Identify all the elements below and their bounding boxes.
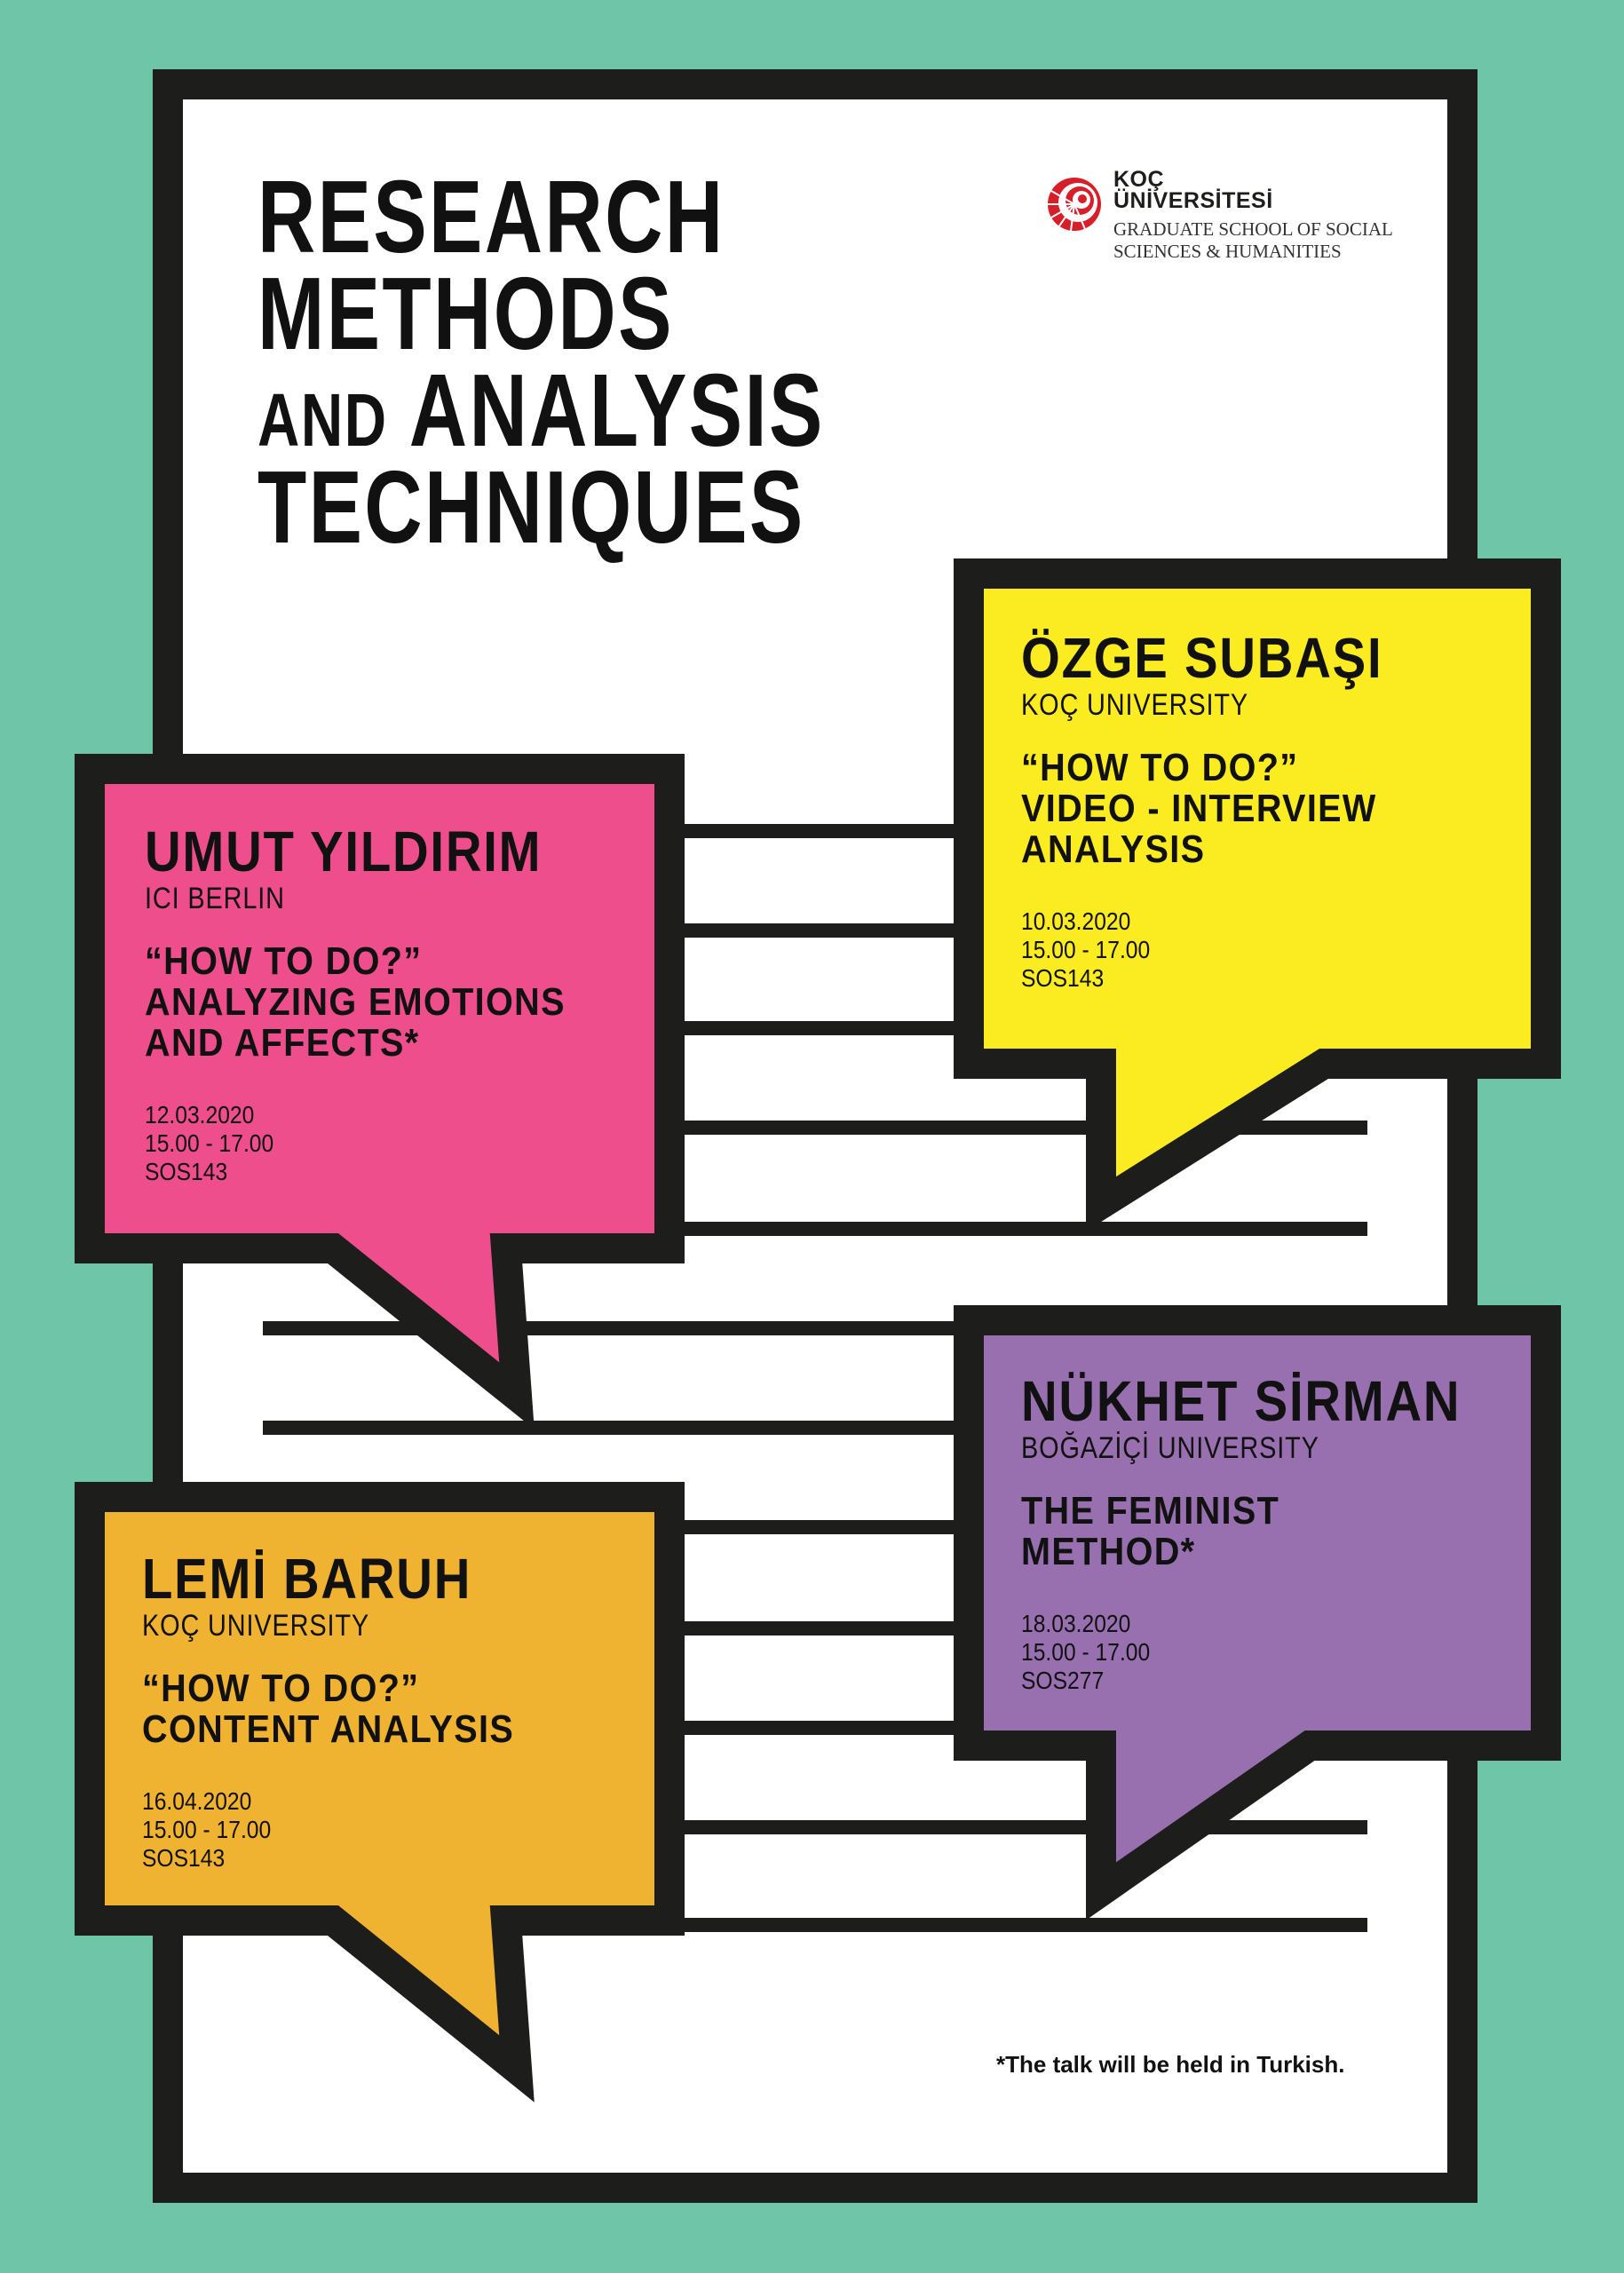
speaker-affiliation: BOĞAZİÇİ UNIVERSITY [1021,1431,1319,1465]
talk-title-line: AND AFFECTS* [145,1021,420,1065]
talk-time: 15.00 - 17.00 [145,1129,274,1157]
talk-date: 10.03.2020 [1021,907,1131,935]
talk-title [145,941,566,1064]
talk-title-line: “HOW TO DO?” [145,939,423,983]
talk-card-yildirim [145,822,613,1186]
talk-details [1021,1610,1461,1695]
talk-room: SOS143 [145,1158,228,1185]
talk-title [1021,748,1391,870]
talk-title-line: THE FEMINIST [1021,1489,1280,1532]
talk-title-line: METHOD* [1021,1530,1196,1573]
talk-date: 12.03.2020 [145,1101,255,1129]
logo-sub-line: SCIENCES & HUMANITIES [1113,241,1342,262]
talk-title [1021,1491,1471,1572]
talk-title-line: “HOW TO DO?” [1021,746,1299,789]
talk-title-line: ANALYSIS [1021,828,1206,871]
title-line: METHODS [257,256,674,372]
talk-room: SOS277 [1021,1667,1105,1694]
title-word-analysis: ANALYSIS [408,352,825,469]
title-line: TECHNIQUES [257,449,805,566]
talk-card-sirman [1021,1369,1521,1695]
talk-time: 15.00 - 17.00 [1021,1638,1151,1666]
talk-details [145,1101,556,1186]
talk-card-subasi [1021,626,1432,993]
speaker-affiliation: KOÇ UNIVERSITY [1021,688,1248,722]
talk-card-baruh [142,1549,556,1873]
logo-name-line: ÜNİVERSİTESİ [1113,188,1273,213]
talk-room: SOS143 [142,1844,226,1872]
language-footnote: *The talk will be held in Turkish. [996,2051,1345,2078]
talk-time: 15.00 - 17.00 [1021,936,1151,963]
talk-title [142,1668,514,1750]
talk-date: 16.04.2020 [142,1787,252,1815]
logo-name-line: KOÇ [1113,167,1165,192]
talk-title-line: “HOW TO DO?” [142,1667,420,1710]
talk-details [1021,907,1382,993]
logo-sub-line: GRADUATE SCHOOL OF SOCIAL [1113,218,1393,240]
speaker-name: LEMİ BARUH [142,1547,472,1611]
talk-room: SOS143 [1021,964,1105,992]
speaker-name: NÜKHET SİRMAN [1021,1369,1462,1433]
talk-details [142,1787,506,1873]
title-line: RESEARCH [257,159,725,274]
speaker-affiliation: ICI BERLIN [145,882,285,915]
speaker-name: UMUT YILDIRIM [145,820,543,883]
speaker-name: ÖZGE SUBAŞI [1021,626,1383,690]
talk-title-line: CONTENT ANALYSIS [142,1707,515,1751]
talk-date: 18.03.2020 [1021,1610,1131,1637]
talk-time: 15.00 - 17.00 [142,1816,272,1843]
speaker-affiliation: KOÇ UNIVERSITY [142,1609,369,1643]
talk-title-line: ANALYZING EMOTIONS [145,980,566,1024]
title-word-and: AND [257,378,388,463]
talk-title-line: VIDEO - INTERVIEW [1021,787,1377,830]
